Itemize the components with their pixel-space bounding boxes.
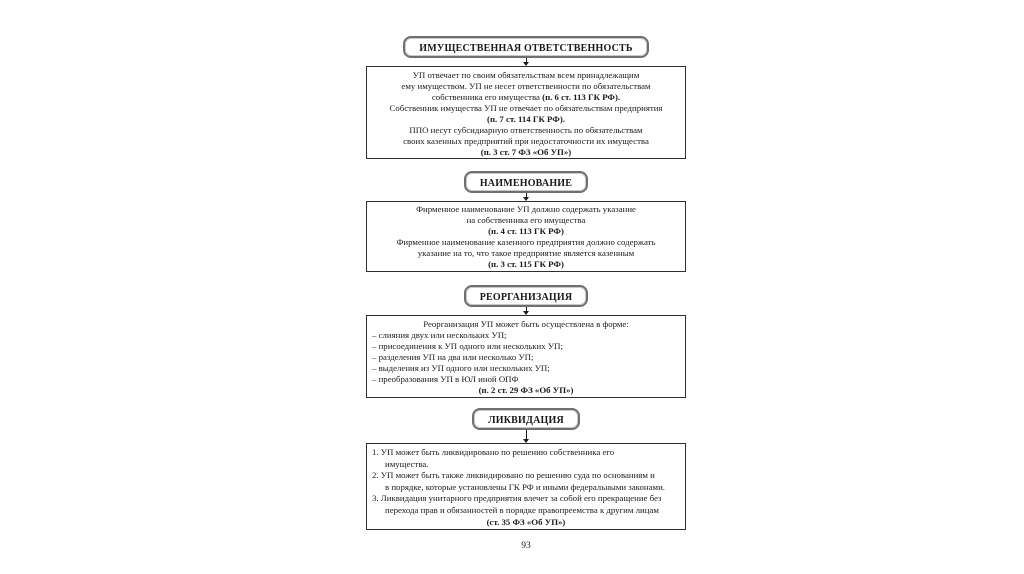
text-line: – преобразования УП в ЮЛ иной ОПФ (372, 374, 519, 384)
text-line: 2. УП может быть также ликвидировано по решению суда по основаниям и (372, 470, 655, 481)
text-line: своих казенных предприятий при недостаточности их имущества (403, 136, 649, 146)
section-property-liability (366, 36, 686, 159)
text-line: 3. Ликвидация унитарного предприятия влечет за собой его прекращение без (372, 493, 662, 504)
text-line: указание на то, что такое предприятие является казенным (417, 248, 635, 258)
section-naming (366, 171, 686, 272)
text-line: – присоединения к УП одного или нескольких УП; (372, 341, 563, 351)
page-number: 93 (521, 541, 531, 551)
content-box-property-liability (366, 66, 686, 159)
text-line: перехода прав и обязанностей в порядке правопреемства к другим лицам (385, 504, 659, 515)
header-title: ИМУЩЕСТВЕННАЯ ОТВЕТСТВЕННОСТЬ (419, 43, 633, 54)
text-line: УП отвечает по своим обязательствам всем принадлежащим (412, 70, 640, 80)
text-line: Собственник имущества УП не отвечает по обязательствам предприятия (389, 103, 663, 113)
header-box-naming (464, 171, 588, 193)
content-box-naming (366, 201, 686, 272)
text-line: (п. 3 ст. 7 ФЗ «Об УП») (480, 147, 572, 157)
text-line: – разделения УП на два или несколько УП; (372, 352, 534, 362)
text-line: имущества. (385, 458, 429, 469)
header-box-liquidation (472, 408, 580, 430)
text-line: ему имуществом. УП не несет ответственности по обязательствам (401, 81, 651, 91)
text-line: (п. 2 ст. 29 ФЗ «Об УП») (478, 385, 574, 395)
text-line: собственника его имущества (п. 6 ст. 113 ГК РФ). (431, 92, 621, 102)
section-reorganization (366, 285, 686, 398)
text-line: Реорганизация УП может быть осуществлена в форме: (423, 319, 629, 329)
text-line: (п. 7 ст. 114 ГК РФ). (487, 114, 565, 124)
text-line: Фирменное наименование казенного предприятия должно содержать (396, 237, 656, 247)
text-line: в порядке, которые установлены ГК РФ и иными федеральными законами. (385, 481, 665, 492)
header-box-reorganization (464, 285, 589, 307)
text-line: – выделения из УП одного или нескольких УП; (372, 363, 550, 373)
text-line: 1. УП может быть ликвидировано по решению собственника его (372, 447, 615, 457)
text-line: на собственника его имущества (466, 215, 586, 225)
text-line: (п. 3 ст. 115 ГК РФ) (488, 259, 564, 269)
header-title: ЛИКВИДАЦИЯ (488, 415, 564, 426)
header-title: РЕОРГАНИЗАЦИЯ (479, 292, 573, 303)
down-arrow-icon (523, 58, 529, 66)
section-liquidation (366, 408, 686, 530)
text-line: (п. 4 ст. 113 ГК РФ) (488, 226, 564, 236)
down-arrow-icon (523, 430, 529, 443)
header-box-property-liability (403, 36, 648, 58)
text-line: Фирменное наименование УП должно содержать указание (416, 204, 636, 214)
down-arrow-icon (523, 193, 529, 201)
text-line: – слияния двух или нескольких УП; (372, 330, 507, 340)
content-box-reorganization (366, 315, 686, 398)
header-title: НАИМЕНОВАНИЕ (479, 178, 573, 189)
content-box-liquidation (366, 443, 686, 530)
text-line: (ст. 35 ФЗ «Об УП») (486, 516, 566, 527)
down-arrow-icon (523, 307, 529, 315)
text-line: ППО несут субсидиарную ответственность по обязательствам (409, 125, 643, 135)
